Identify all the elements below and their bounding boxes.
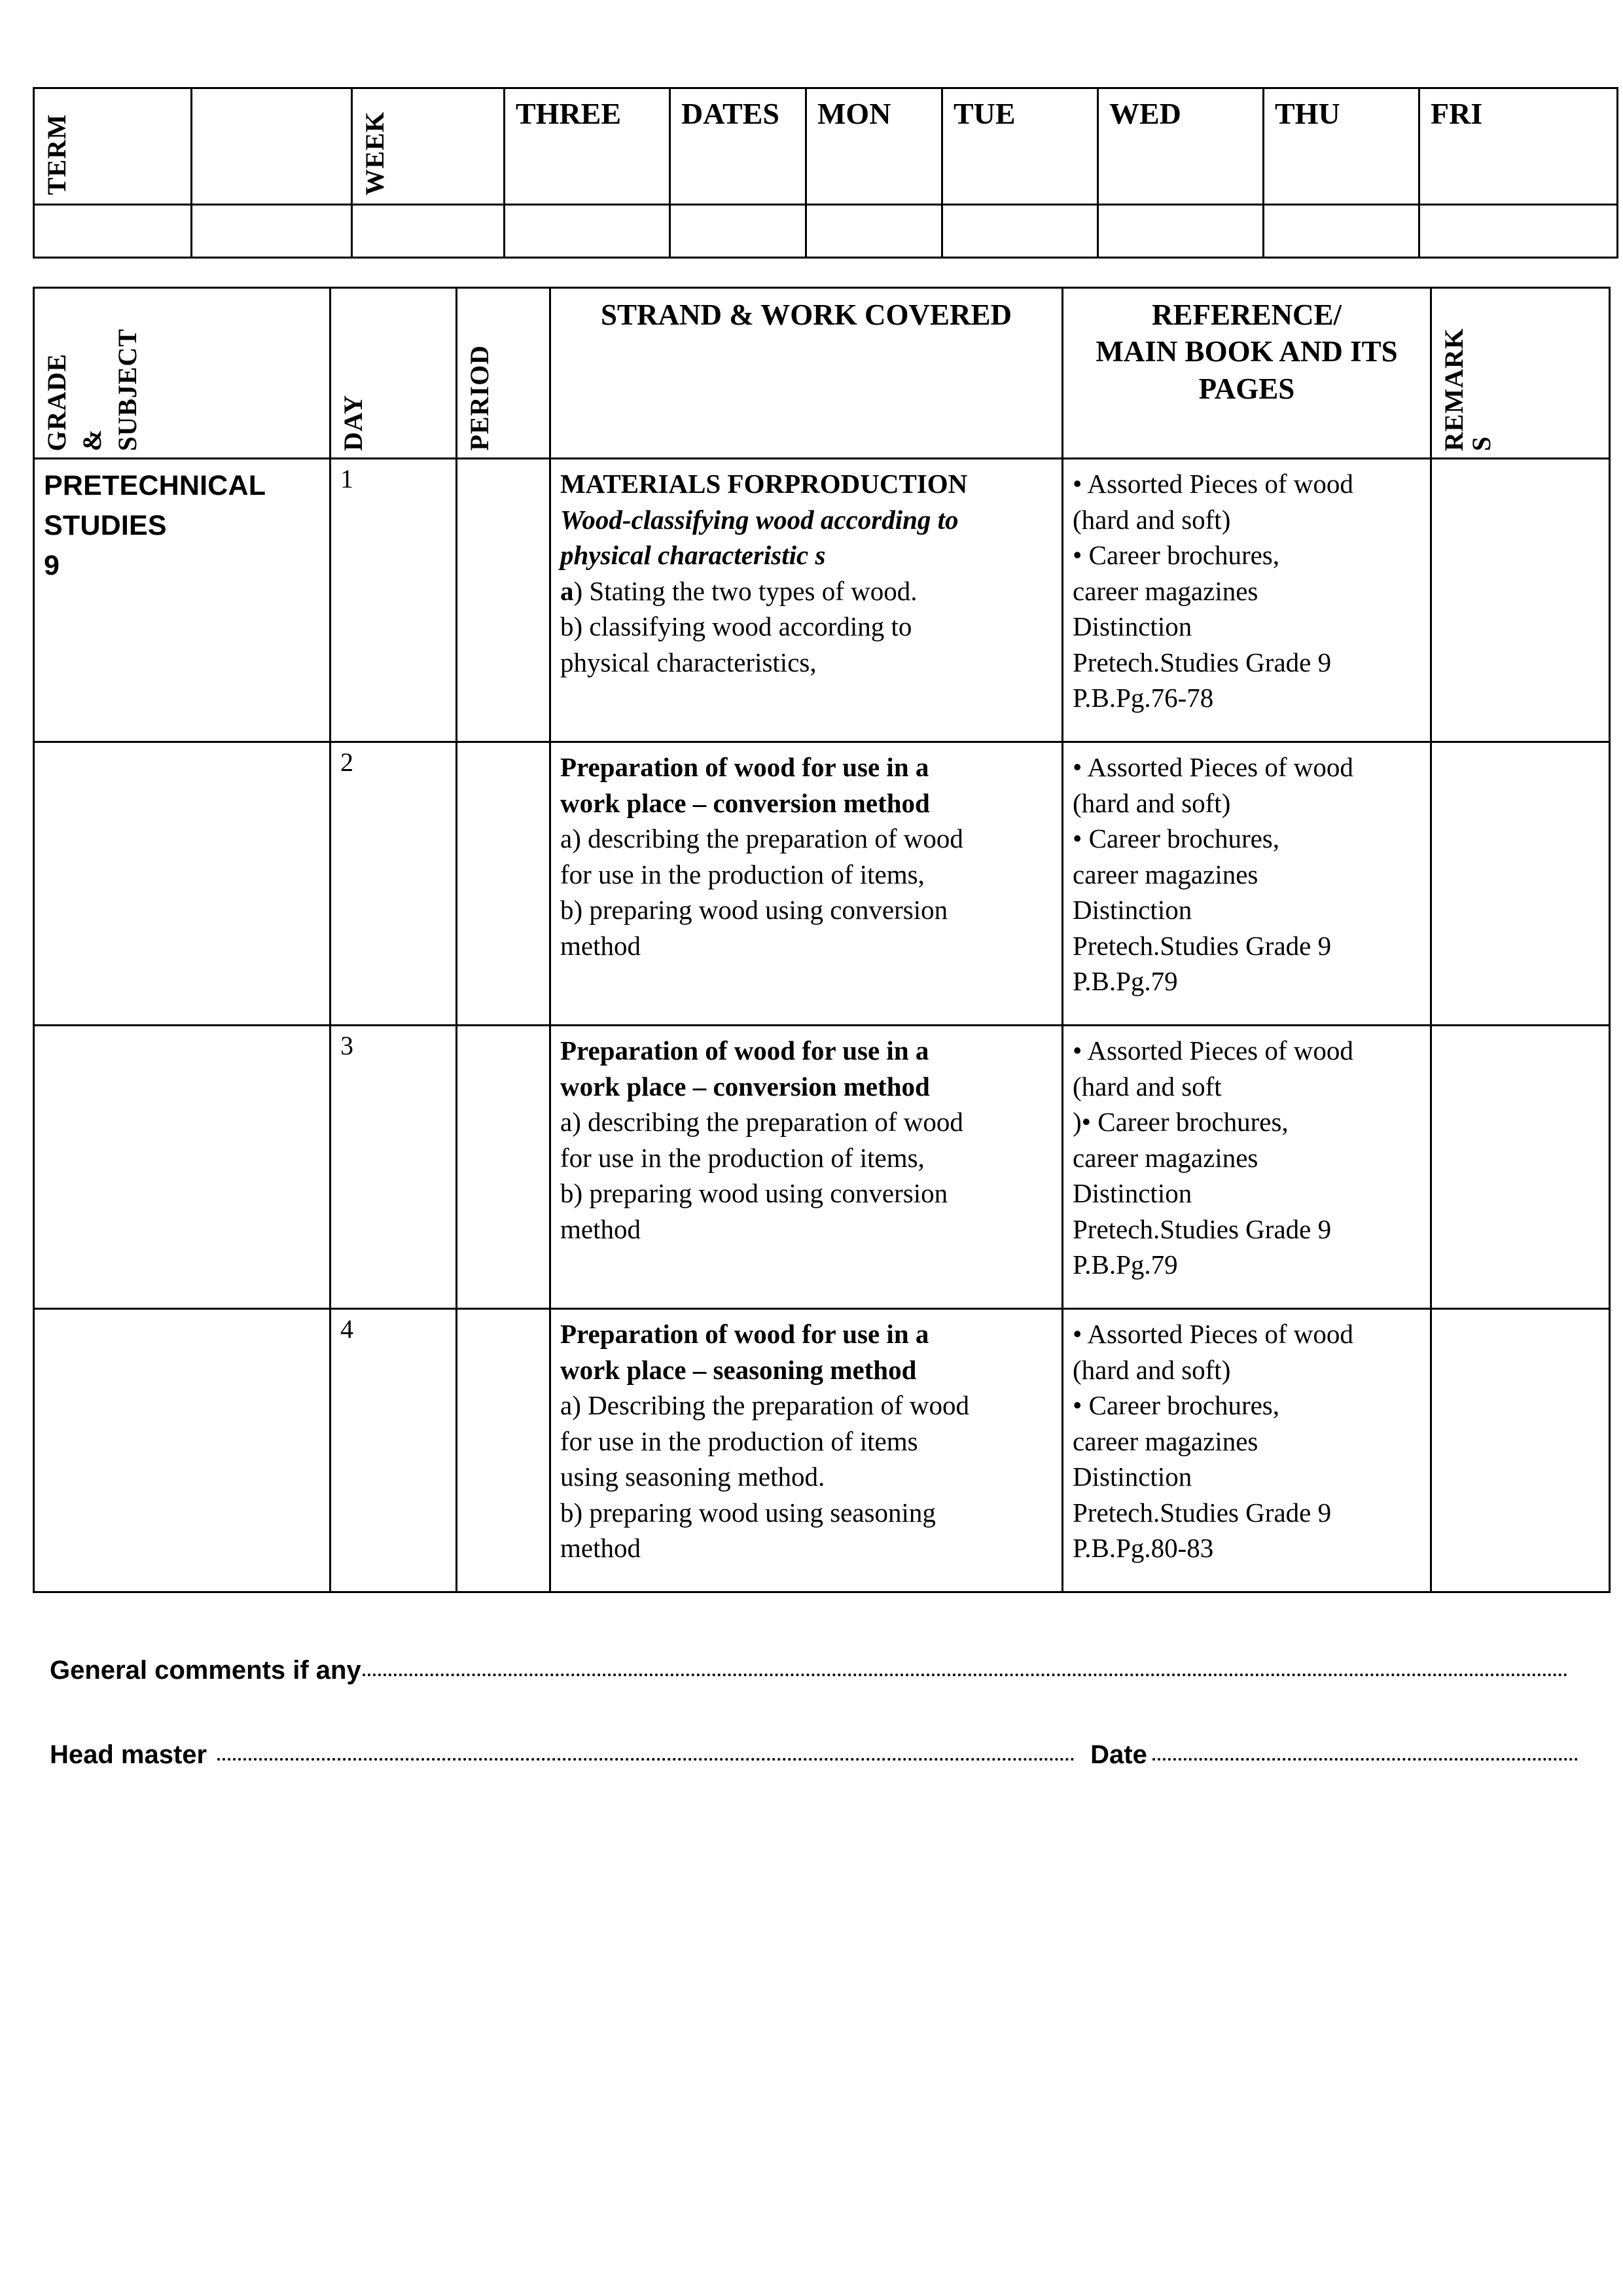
reference-line: Pretech.Studies Grade 9 [1073,647,1332,677]
strand-title-line: work place – conversion method [560,1071,930,1102]
week-header-cell [352,88,505,205]
general-comments-line [50,1656,1568,1685]
reference-line: • Assorted Pieces of wood [1073,1035,1353,1066]
head-master-label: Head master [50,1740,207,1769]
reference-line: Distinction [1073,895,1192,925]
remarks-cell[interactable] [1431,1309,1610,1592]
reference-line: • Assorted Pieces of wood [1073,752,1353,782]
strand-title-line: Preparation of wood for use in a [560,1035,929,1066]
reference-text [1063,1310,1430,1571]
head-master-input[interactable] [217,1754,1075,1761]
day-value: 1 [340,464,353,493]
term-header-cell [34,88,192,205]
remarks-header-cell [1431,288,1610,459]
three-label: THREE [516,97,622,130]
scheme-of-work-table [33,287,1611,1593]
reference-line: • Assorted Pieces of wood [1073,1319,1353,1349]
reference-text [1063,743,1430,1005]
term-week-table [33,87,1618,259]
three-entry-blank [505,205,670,258]
reference-line: career magazines [1073,575,1258,606]
reference-header-cell [1063,288,1431,459]
reference-header-line1: REFERENCE/ [1151,298,1342,331]
mon-header-cell [806,88,942,205]
reference-line: • Career brochures, [1073,1390,1280,1421]
strand-header-label: STRAND & WORK COVERED [601,298,1012,331]
strand-point-line: using seasoning method. [560,1462,825,1492]
strand-cell[interactable] [550,1026,1063,1309]
general-comments-label: General comments if any [50,1656,361,1685]
day-cell[interactable] [330,742,457,1026]
reference-line: )• Career brochures, [1073,1107,1289,1138]
dates-entry-cell[interactable] [670,205,806,258]
strand-cell[interactable] [550,742,1063,1026]
strand-text [551,459,1061,685]
reference-line: career magazines [1073,859,1258,889]
day-cell[interactable] [330,1309,457,1592]
strand-text [551,1310,1061,1571]
strand-title-line: Preparation of wood for use in a [560,1319,929,1349]
grade-header-label: GRADE [42,353,71,451]
subject-cell[interactable] [34,1026,330,1309]
subject-line: PRETECHNICAL [44,470,266,501]
fri-header-cell [1419,88,1618,205]
period-header-cell [457,288,550,459]
dates-header-cell [670,88,806,205]
date-label: Date [1090,1740,1147,1769]
term-label-wrap [35,114,190,198]
strand-title: MATERIALS FORPRODUCTION [560,469,968,499]
reference-cell[interactable] [1063,459,1431,742]
wed-entry-cell[interactable] [1098,205,1264,258]
day-value: 3 [340,1031,353,1060]
day-header-cell [330,288,457,459]
day-value: 4 [340,1314,353,1344]
dates-label: DATES [681,97,779,130]
subject-cell[interactable] [34,1309,330,1592]
term-table-header-row [34,88,1618,205]
wed-header-cell [1098,88,1264,205]
thu-entry-cell[interactable] [1264,205,1419,258]
term-value-cell[interactable] [192,88,352,205]
period-cell[interactable] [457,742,550,1026]
period-header-wrap [457,289,549,457]
strand-cell[interactable] [550,459,1063,742]
fri-entry-cell[interactable] [1419,205,1618,258]
reference-line: Distinction [1073,1462,1192,1492]
strand-point-line: b) preparing wood using conversion [560,1178,948,1209]
strand-point-prefix: a [560,575,574,606]
strand-text [551,743,1061,969]
reference-cell[interactable] [1063,1309,1431,1592]
day-value: 2 [340,747,353,777]
table-row [34,459,1610,742]
term-label: TERM [42,114,71,195]
strand-point-line: method [560,1533,641,1564]
period-header-label: PERIOD [465,345,494,451]
thu-label: THU [1275,97,1340,130]
reference-cell[interactable] [1063,742,1431,1026]
remarks-header-label: REMARK [1439,327,1469,451]
week-entry-blank [352,205,505,258]
reference-line: • Career brochures, [1073,540,1280,571]
week-label: WEEK [360,111,389,195]
subject-header-label: SUBJECT [113,328,142,451]
reference-line: • Assorted Pieces of wood [1073,469,1353,499]
reference-line: career magazines [1073,1142,1258,1173]
reference-line: Distinction [1073,611,1192,642]
mon-entry-cell[interactable] [806,205,942,258]
reference-line: Distinction [1073,1178,1192,1209]
remarks-cell[interactable] [1431,742,1610,1026]
remarks-header-inner [1441,328,1495,451]
period-cell[interactable] [457,459,550,742]
general-comments-input[interactable] [363,1670,1568,1676]
reference-header-line2: MAIN BOOK AND ITS [1096,335,1398,368]
reference-line: Pretech.Studies Grade 9 [1073,1497,1332,1528]
reference-line: • Career brochures, [1073,823,1280,854]
strand-title-line: Preparation of wood for use in a [560,752,929,782]
remarks-header-wrap [1432,289,1609,457]
strand-point-line: a) Describing the preparation of wood [560,1390,970,1421]
scheme-header-row [34,288,1610,459]
strand-point-line: b) preparing wood using conversion [560,895,948,925]
reference-cell[interactable] [1063,1026,1431,1309]
table-row [34,742,1610,1026]
strand-point-line: a) describing the preparation of wood [560,823,963,854]
subject-cell[interactable] [34,742,330,1026]
tue-header-cell [942,88,1098,205]
period-cell[interactable] [457,1309,550,1592]
thu-header-cell [1264,88,1419,205]
remarks-header-label-overflow: S [1467,435,1496,451]
strand-point-line: b) preparing wood using seasoning [560,1497,936,1528]
remarks-cell[interactable] [1431,1026,1610,1309]
strand-subtitle-line: physical characteristic s [560,540,826,571]
strand-subtitle-line: Wood-classifying wood according to [560,504,959,535]
strand-point-line: method [560,930,641,961]
reference-text [1063,459,1430,721]
reference-line: P.B.Pg.79 [1073,1249,1178,1280]
strand-point-line: for use in the production of items [560,1426,918,1456]
ampersand-header-label: & [77,428,107,451]
strand-title-line: work place – conversion method [560,787,930,818]
reference-line: P.B.Pg.80-83 [1073,1533,1214,1564]
grade-subject-header-wrap [35,289,329,457]
day-cell[interactable] [330,459,457,742]
strand-header-cell [550,288,1063,459]
day-cell[interactable] [330,1026,457,1309]
term-entry-blank-left [34,205,192,258]
strand-cell[interactable] [550,1309,1063,1592]
three-header-cell [505,88,670,205]
table-row [34,1026,1610,1309]
strand-text [551,1026,1061,1252]
wed-label: WED [1109,97,1181,130]
strand-title-line: work place – seasoning method [560,1354,917,1385]
footer-signoff [50,1656,1568,1770]
strand-point-line [560,573,1054,609]
strand-point-line: for use in the production of items, [560,1142,925,1173]
reference-line: (hard and soft [1073,1071,1222,1102]
grade-subject-header-cell [34,288,330,459]
strand-point-rest: ) Stating the two types of wood. [573,575,918,606]
day-header-label: DAY [338,395,368,451]
period-cell[interactable] [457,1026,550,1309]
mon-label: MON [817,97,891,130]
strand-point-line: a) describing the preparation of wood [560,1107,963,1138]
table-row [34,1309,1610,1592]
term-entry-blank-2 [192,205,352,258]
reference-line: Pretech.Studies Grade 9 [1073,930,1332,961]
subject-line: 9 [44,550,60,582]
remarks-cell[interactable] [1431,459,1610,742]
week-label-wrap [353,111,503,198]
head-master-line [50,1740,1568,1770]
reference-line: (hard and soft) [1073,1354,1231,1385]
reference-line: P.B.Pg.79 [1073,966,1178,997]
reference-header-line3: PAGES [1198,372,1295,405]
reference-line: (hard and soft) [1073,504,1231,535]
tue-label: TUE [954,97,1016,130]
reference-line: (hard and soft) [1073,787,1231,818]
reference-text [1063,1026,1430,1288]
reference-line: career magazines [1073,1426,1258,1456]
term-table-entry-row [34,205,1618,258]
day-header-inner [340,395,366,451]
tue-entry-cell[interactable] [942,205,1098,258]
fri-label: FRI [1431,97,1483,130]
subject-cell[interactable] [34,459,330,742]
strand-point-line: b) classifying wood according to [560,611,912,642]
subject-text [35,459,329,591]
reference-line: Pretech.Studies Grade 9 [1073,1213,1332,1244]
day-header-wrap [331,289,455,457]
strand-point-line: for use in the production of items, [560,859,925,889]
reference-line: P.B.Pg.76-78 [1073,683,1214,713]
strand-point-line: physical characteristics, [560,647,817,677]
grade-subject-header-inner [44,329,141,451]
date-input[interactable] [1152,1754,1578,1761]
subject-line: STUDIES [44,510,167,542]
strand-point-line: method [560,1213,641,1244]
period-header-inner [467,345,493,451]
